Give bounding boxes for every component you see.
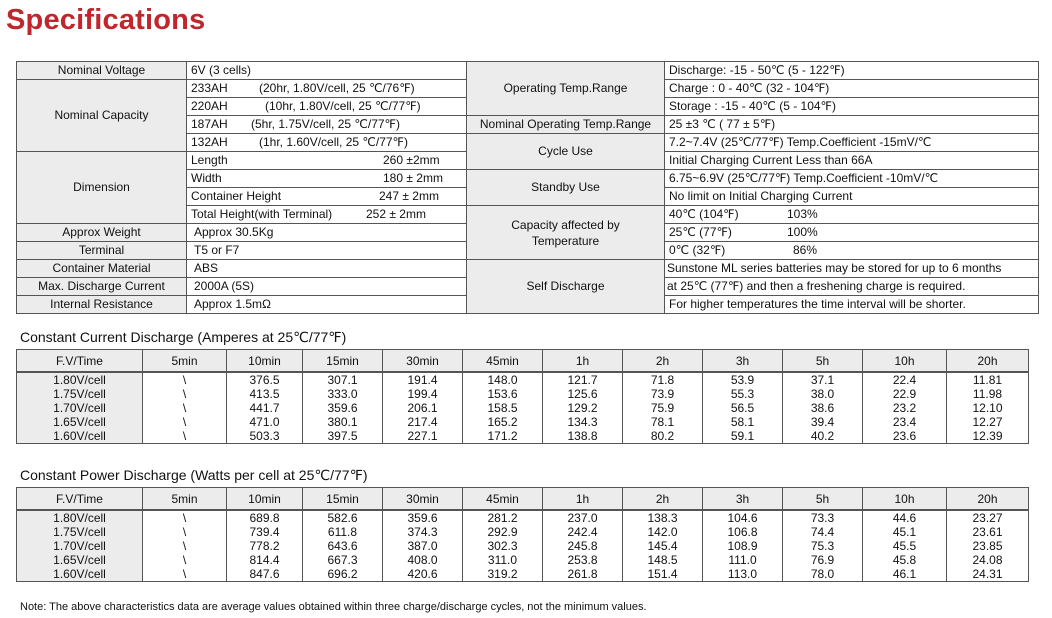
table-cell: 46.1 (863, 567, 947, 582)
column-header: 10h (863, 350, 947, 373)
table-cell: \ (143, 415, 227, 429)
dimension-value: 247 ± 2mm (379, 189, 439, 203)
table-cell: 242.4 (543, 525, 623, 539)
capacity-condition: (20hr, 1.80V/cell, 25 ℃/76℉) (259, 81, 415, 95)
table-cell: 71.8 (623, 372, 703, 387)
capacity-temp-label-1: Capacity affected by (511, 217, 620, 232)
table-cell: 24.08 (947, 553, 1029, 567)
table-row (17, 372, 1029, 387)
table-cell: 38.6 (783, 401, 863, 415)
table-cell: 667.3 (303, 553, 383, 567)
table-cell: 58.1 (703, 415, 783, 429)
row-label: 1.70V/cell (17, 401, 143, 415)
table-row (17, 415, 1029, 429)
self-discharge-line: For higher temperatures the time interval will be shorter. (665, 296, 1039, 314)
dimension-value: 260 ±2mm (383, 153, 440, 167)
nominal-capacity-row (187, 116, 467, 134)
table-cell: 23.61 (947, 525, 1029, 539)
table-cell: 106.8 (703, 525, 783, 539)
capacity-ah: 132AH (191, 135, 228, 149)
nominal-voltage-label: Nominal Voltage (17, 62, 187, 80)
capacity-ah: 233AH (191, 81, 228, 95)
table-cell: 471.0 (227, 415, 303, 429)
table-cell: 227.1 (383, 429, 463, 444)
table-cell: 45.1 (863, 525, 947, 539)
table-cell: 261.8 (543, 567, 623, 582)
table-cell: 12.39 (947, 429, 1029, 444)
capacity-temp-percent: 100% (787, 225, 818, 239)
row-label: 1.65V/cell (17, 553, 143, 567)
table-cell: \ (143, 372, 227, 387)
table-cell: 165.2 (463, 415, 543, 429)
table-cell: 73.3 (783, 510, 863, 525)
dimension-row (187, 170, 467, 188)
column-header: 10min (227, 488, 303, 511)
table-cell: 413.5 (227, 387, 303, 401)
dimension-name: Container Height (191, 189, 282, 203)
operating-temp-discharge: Discharge: -15 - 50℃ (5 - 122℉) (665, 62, 1039, 80)
operating-temp-charge: Charge : 0 - 40℃ (32 - 104℉) (665, 80, 1039, 98)
capacity-temp-row (665, 242, 1039, 260)
table-cell: 206.1 (383, 401, 463, 415)
terminal-label: Terminal (17, 242, 187, 260)
table-cell: 23.6 (863, 429, 947, 444)
capacity-ah: 187AH (191, 117, 228, 131)
table-cell: 302.3 (463, 539, 543, 553)
capacity-temp-percent: 86% (793, 243, 818, 257)
table-cell: 689.8 (227, 510, 303, 525)
nominal-operating-temp-label: Nominal Operating Temp.Range (467, 116, 665, 134)
capacity-temp-label-2: Temperature (531, 233, 600, 248)
table-cell: 38.0 (783, 387, 863, 401)
dimension-name: Length (191, 153, 228, 167)
row-label: 1.80V/cell (17, 372, 143, 387)
table-row (17, 387, 1029, 401)
table-cell: 611.8 (303, 525, 383, 539)
table-row (17, 567, 1029, 582)
table-cell: 153.6 (463, 387, 543, 401)
table-cell: 359.6 (383, 510, 463, 525)
column-header: 1h (543, 488, 623, 511)
power-discharge-table (16, 487, 1029, 582)
internal-resistance-label: Internal Resistance (17, 296, 187, 314)
row-label: 1.65V/cell (17, 415, 143, 429)
table-cell: 39.4 (783, 415, 863, 429)
table-cell: 23.2 (863, 401, 947, 415)
table-cell: 333.0 (303, 387, 383, 401)
standby-use-value: 6.75~6.9V (25℃/77℉) Temp.Coefficient -10mV/℃ (665, 170, 1039, 188)
table-cell: 74.4 (783, 525, 863, 539)
table-cell: 739.4 (227, 525, 303, 539)
capacity-temp-condition: 25℃ (77℉) (669, 225, 732, 239)
table-cell: 292.9 (463, 525, 543, 539)
table-cell: 78.0 (783, 567, 863, 582)
column-header: 5min (143, 488, 227, 511)
table-cell: 380.1 (303, 415, 383, 429)
nominal-operating-temp-value: 25 ±3 ℃ ( 77 ± 5℉) (665, 116, 1039, 134)
column-header: 20h (947, 350, 1029, 373)
max-discharge-label: Max. Discharge Current (17, 278, 187, 296)
table-cell: 441.7 (227, 401, 303, 415)
page-title: Specifications (6, 4, 206, 36)
nominal-capacity-row (187, 98, 467, 116)
table-cell: 253.8 (543, 553, 623, 567)
column-header: 2h (623, 350, 703, 373)
table-row (17, 401, 1029, 415)
column-header: 5h (783, 488, 863, 511)
container-material-value: ABS (187, 260, 467, 278)
capacity-temp-label (467, 206, 665, 260)
table-cell: 696.2 (303, 567, 383, 582)
current-discharge-table (16, 349, 1029, 444)
table-cell: 59.1 (703, 429, 783, 444)
capacity-temp-percent: 103% (787, 207, 818, 221)
table-cell: 148.5 (623, 553, 703, 567)
operating-temp-storage: Storage : -15 - 40℃ (5 - 104℉) (665, 98, 1039, 116)
table-row (17, 429, 1029, 444)
table-cell: 359.6 (303, 401, 383, 415)
table-cell: 138.3 (623, 510, 703, 525)
nominal-capacity-label: Nominal Capacity (17, 80, 187, 152)
row-label: 1.60V/cell (17, 429, 143, 444)
footnote: Note: The above characteristics data are average values obtained within three charge/discharge cycles, not the minimum values. (20, 601, 647, 613)
table-cell: 145.4 (623, 539, 703, 553)
dimension-row (187, 152, 467, 170)
dimension-label: Dimension (17, 152, 187, 224)
table-row (17, 539, 1029, 553)
capacity-ah: 220AH (191, 99, 228, 113)
table-cell: 217.4 (383, 415, 463, 429)
table-cell: 643.6 (303, 539, 383, 553)
operating-temp-label: Operating Temp.Range (467, 62, 665, 116)
table-cell: 23.85 (947, 539, 1029, 553)
cycle-use-value: 7.2~7.4V (25℃/77℉) Temp.Coefficient -15mV/℃ (665, 134, 1039, 152)
table-cell: \ (143, 429, 227, 444)
nominal-capacity-row (187, 80, 467, 98)
dimension-name: Total Height(with Terminal) (191, 207, 333, 221)
capacity-temp-row (665, 224, 1039, 242)
row-label: 1.75V/cell (17, 387, 143, 401)
approx-weight-label: Approx Weight (17, 224, 187, 242)
table-cell: 134.3 (543, 415, 623, 429)
table-cell: 374.3 (383, 525, 463, 539)
table-cell: 108.9 (703, 539, 783, 553)
container-material-label: Container Material (17, 260, 187, 278)
terminal-value: T5 or F7 (187, 242, 467, 260)
table-cell: 307.1 (303, 372, 383, 387)
table-cell: 387.0 (383, 539, 463, 553)
specifications-table (16, 61, 1039, 314)
row-label: 1.70V/cell (17, 539, 143, 553)
column-header: 20h (947, 488, 1029, 511)
table-row (17, 525, 1029, 539)
capacity-temp-condition: 0℃ (32℉) (669, 243, 726, 257)
standby-use-current: No limit on Initial Charging Current (665, 188, 1039, 206)
table-row (17, 510, 1029, 525)
table-cell: \ (143, 539, 227, 553)
table-header-row (17, 350, 1029, 373)
table-header-row (17, 488, 1029, 511)
table-cell: 847.6 (227, 567, 303, 582)
table-cell: 281.2 (463, 510, 543, 525)
table-cell: 125.6 (543, 387, 623, 401)
table-cell: 55.3 (703, 387, 783, 401)
table-cell: 37.1 (783, 372, 863, 387)
column-header: 15min (303, 488, 383, 511)
column-header: 15min (303, 350, 383, 373)
table-cell: 814.4 (227, 553, 303, 567)
table-cell: 11.81 (947, 372, 1029, 387)
nominal-voltage-value: 6V (3 cells) (187, 62, 467, 80)
table-cell: 113.0 (703, 567, 783, 582)
table-cell: 778.2 (227, 539, 303, 553)
column-header: 45min (463, 488, 543, 511)
row-label: 1.75V/cell (17, 525, 143, 539)
dimension-row (187, 206, 467, 224)
table-cell: 73.9 (623, 387, 703, 401)
table-cell: 503.3 (227, 429, 303, 444)
table-cell: 12.27 (947, 415, 1029, 429)
table-cell: 45.5 (863, 539, 947, 553)
table-cell: 44.6 (863, 510, 947, 525)
table-cell: 582.6 (303, 510, 383, 525)
table-cell: 111.0 (703, 553, 783, 567)
table-cell: \ (143, 387, 227, 401)
table-cell: 420.6 (383, 567, 463, 582)
table-cell: 40.2 (783, 429, 863, 444)
column-header: F.V/Time (17, 350, 143, 373)
table-cell: 45.8 (863, 553, 947, 567)
table-cell: 104.6 (703, 510, 783, 525)
table-cell: \ (143, 510, 227, 525)
table-cell: 24.31 (947, 567, 1029, 582)
column-header: 10h (863, 488, 947, 511)
dimension-row (187, 188, 467, 206)
column-header: 10min (227, 350, 303, 373)
table-cell: 199.4 (383, 387, 463, 401)
table-cell: 78.1 (623, 415, 703, 429)
capacity-temp-row (665, 206, 1039, 224)
table-cell: \ (143, 567, 227, 582)
self-discharge-line: at 25℃ (77℉) and then a freshening charge is required. (665, 278, 1039, 296)
column-header: 3h (703, 488, 783, 511)
capacity-condition: (10hr, 1.80V/cell, 25 ℃/77℉) (265, 99, 421, 113)
table-cell: 142.0 (623, 525, 703, 539)
table-cell: 376.5 (227, 372, 303, 387)
column-header: 30min (383, 350, 463, 373)
table-cell: 76.9 (783, 553, 863, 567)
table-cell: 319.2 (463, 567, 543, 582)
table-cell: 121.7 (543, 372, 623, 387)
current-discharge-heading: Constant Current Discharge (Amperes at 25℃/77℉) (20, 329, 347, 345)
dimension-name: Width (191, 171, 222, 185)
table-cell: 75.3 (783, 539, 863, 553)
table-cell: 408.0 (383, 553, 463, 567)
column-header: F.V/Time (17, 488, 143, 511)
dimension-value: 180 ± 2mm (383, 171, 443, 185)
table-cell: 311.0 (463, 553, 543, 567)
table-cell: 22.4 (863, 372, 947, 387)
row-label: 1.80V/cell (17, 510, 143, 525)
column-header: 5h (783, 350, 863, 373)
capacity-condition: (5hr, 1.75V/cell, 25 ℃/77℉) (251, 117, 400, 131)
table-cell: 53.9 (703, 372, 783, 387)
cycle-use-label: Cycle Use (467, 134, 665, 170)
capacity-temp-condition: 40℃ (104℉) (669, 207, 739, 221)
column-header: 30min (383, 488, 463, 511)
table-cell: 171.2 (463, 429, 543, 444)
capacity-condition: (1hr, 1.60V/cell, 25 ℃/77℉) (259, 135, 408, 149)
table-cell: \ (143, 525, 227, 539)
self-discharge-label: Self Discharge (467, 260, 665, 314)
power-discharge-heading: Constant Power Discharge (Watts per cell at 25℃/77℉) (20, 467, 368, 483)
max-discharge-value: 2000A (5S) (187, 278, 467, 296)
table-cell: \ (143, 401, 227, 415)
standby-use-label: Standby Use (467, 170, 665, 206)
table-cell: 80.2 (623, 429, 703, 444)
table-cell: 245.8 (543, 539, 623, 553)
row-label: 1.60V/cell (17, 567, 143, 582)
table-cell: \ (143, 553, 227, 567)
nominal-capacity-row (187, 134, 467, 152)
table-cell: 11.98 (947, 387, 1029, 401)
table-cell: 22.9 (863, 387, 947, 401)
column-header: 2h (623, 488, 703, 511)
cycle-use-current: Initial Charging Current Less than 66A (665, 152, 1039, 170)
table-cell: 397.5 (303, 429, 383, 444)
table-cell: 148.0 (463, 372, 543, 387)
table-cell: 23.27 (947, 510, 1029, 525)
table-row (17, 553, 1029, 567)
table-cell: 129.2 (543, 401, 623, 415)
table-cell: 23.4 (863, 415, 947, 429)
column-header: 1h (543, 350, 623, 373)
table-cell: 158.5 (463, 401, 543, 415)
table-cell: 12.10 (947, 401, 1029, 415)
column-header: 5min (143, 350, 227, 373)
self-discharge-line: Sunstone ML series batteries may be stored for up to 6 months (665, 260, 1039, 278)
table-cell: 56.5 (703, 401, 783, 415)
table-cell: 151.4 (623, 567, 703, 582)
table-cell: 237.0 (543, 510, 623, 525)
column-header: 45min (463, 350, 543, 373)
dimension-value: 252 ± 2mm (366, 207, 426, 221)
internal-resistance-value: Approx 1.5mΩ (187, 296, 467, 314)
table-cell: 75.9 (623, 401, 703, 415)
column-header: 3h (703, 350, 783, 373)
approx-weight-value: Approx 30.5Kg (187, 224, 467, 242)
table-cell: 138.8 (543, 429, 623, 444)
table-cell: 191.4 (383, 372, 463, 387)
